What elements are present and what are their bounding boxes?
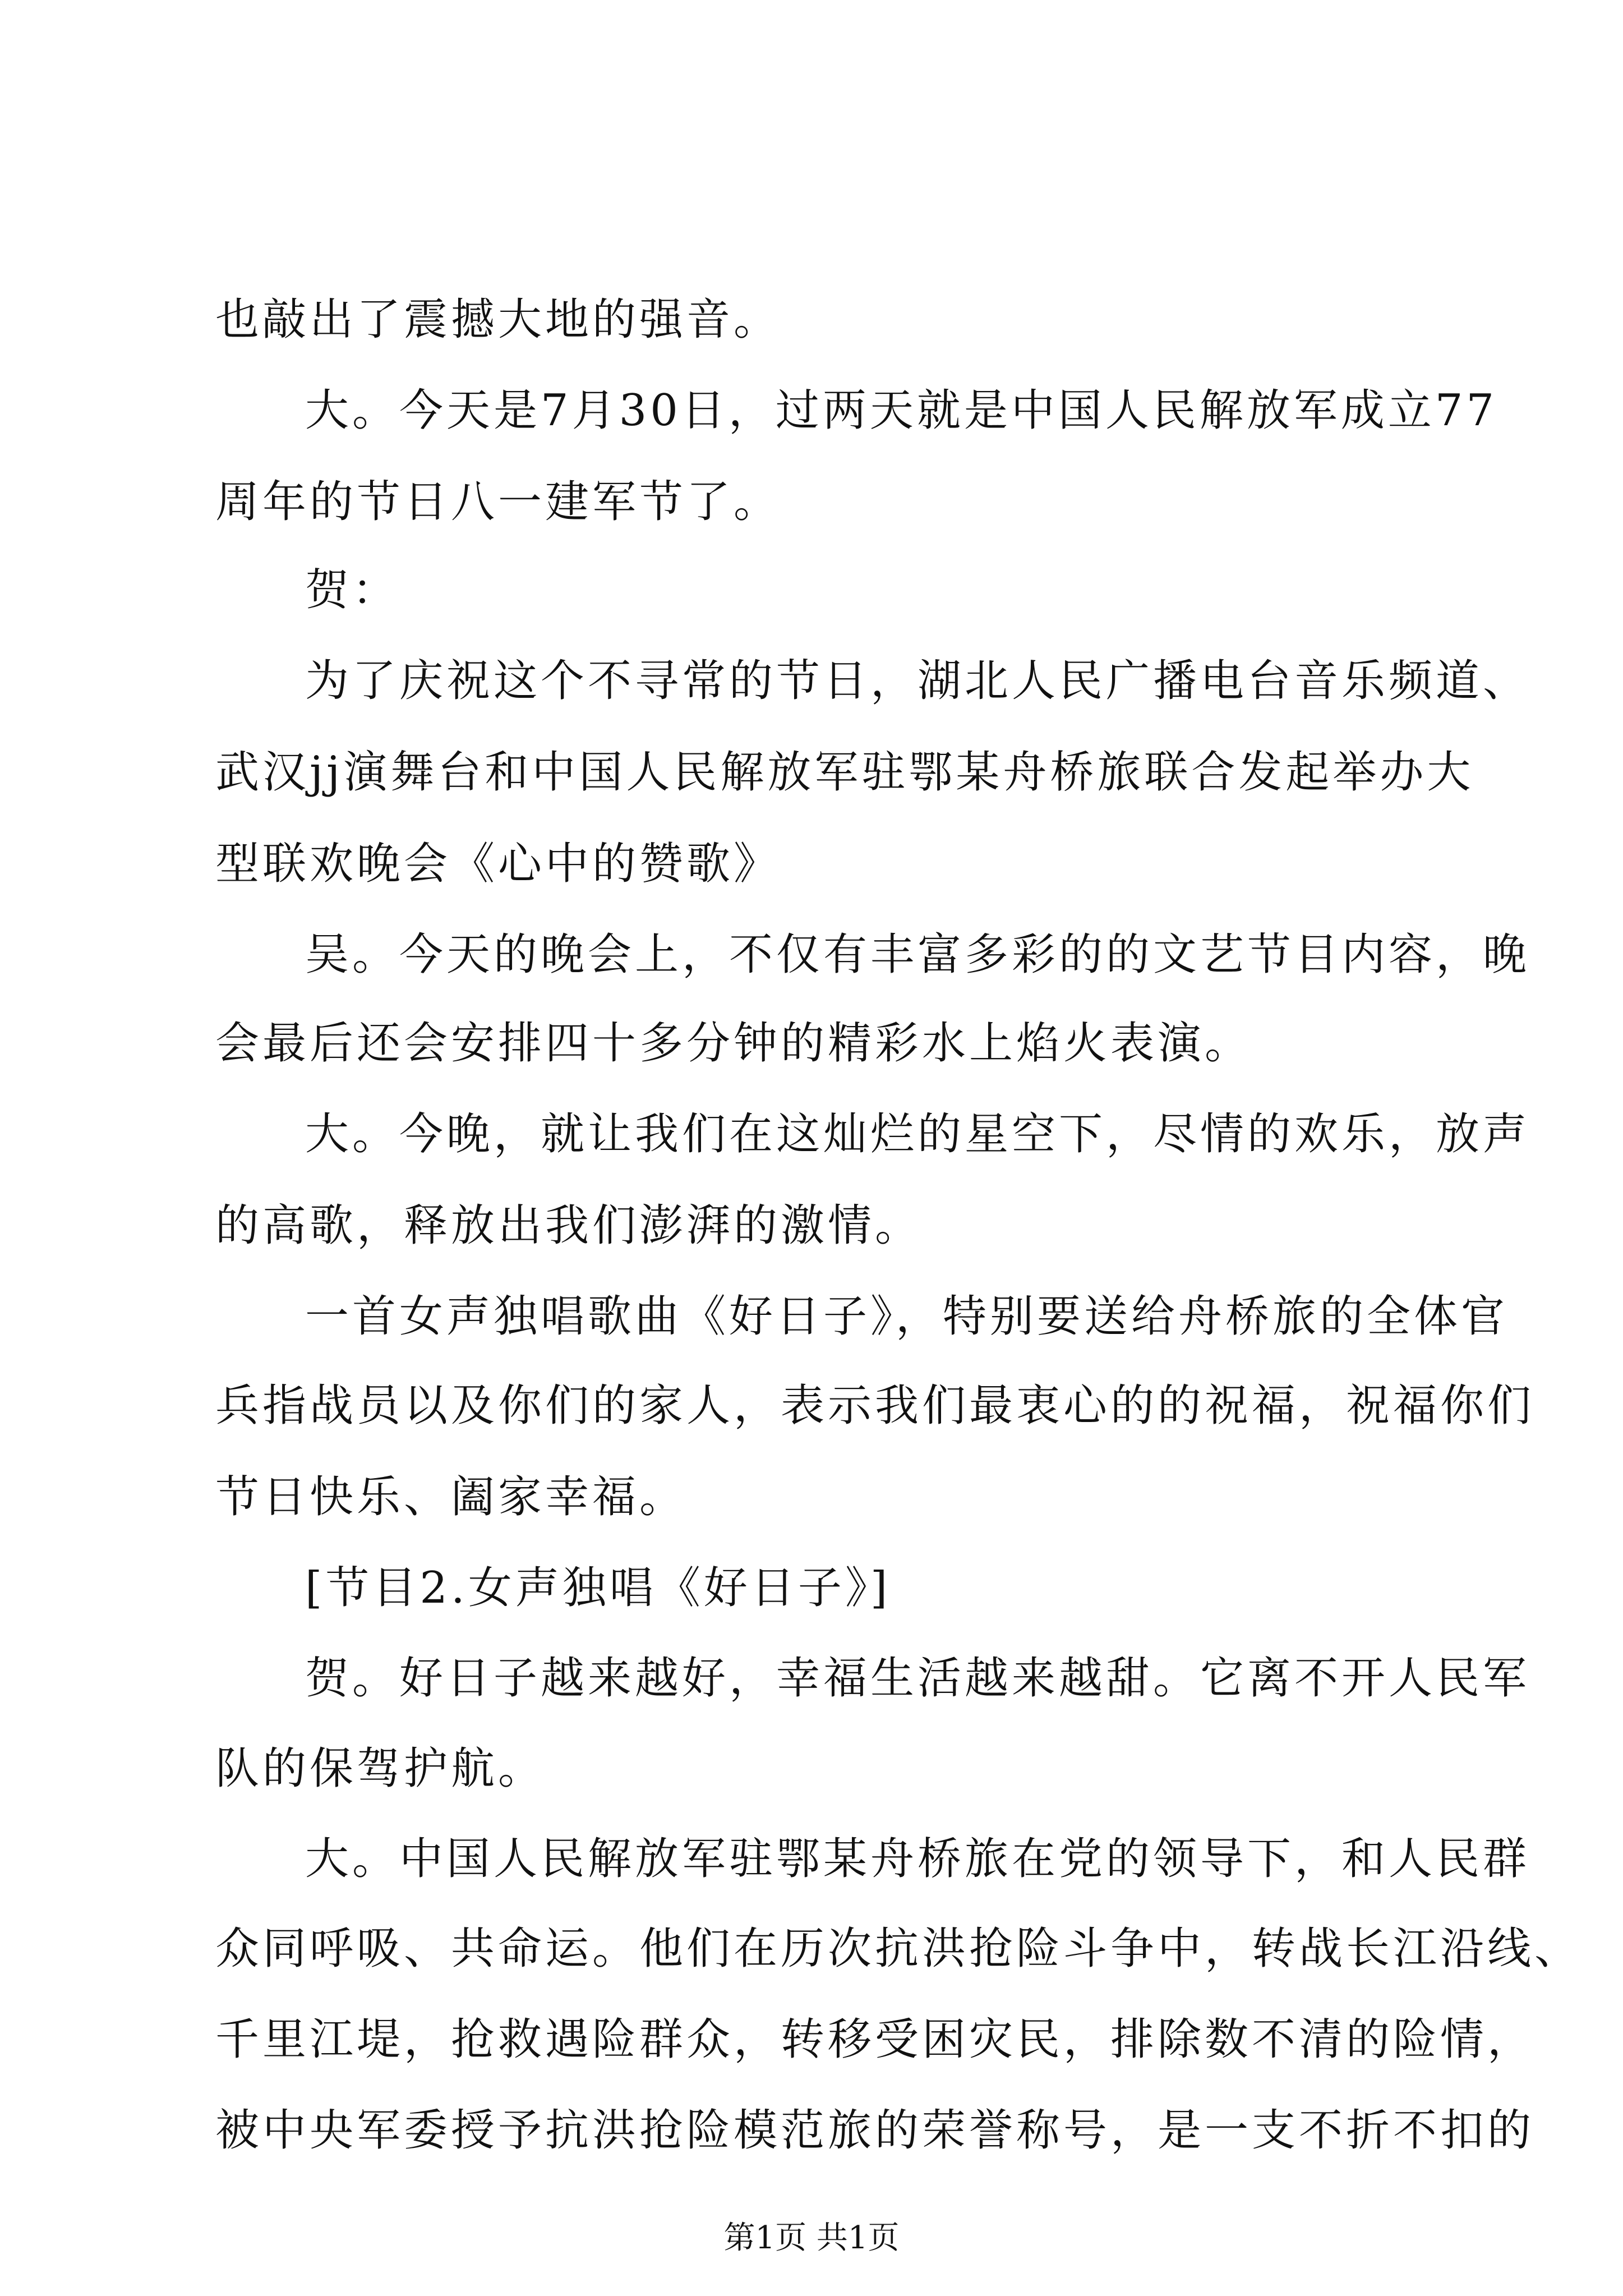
text-line-16: 贺。好日子越来越好，幸福生活越来越甜。它离不开人民军 (305, 1653, 1530, 1704)
page-footer: 第1页 共1页 (723, 2220, 900, 2256)
text-line-15: [节目2.女声独唱《好日子》] (305, 1563, 891, 1613)
text-line-17: 队的保驾护航。 (215, 1743, 546, 1794)
text-line-19: 众同呼吸、共命运。他们在历次抗洪抢险斗争中，转战长江沿线、 (215, 1924, 1582, 1974)
text-line-2: 大。今天是7月30日，过两天就是中国人民解放军成立77 (305, 385, 1498, 436)
text-line-18: 大。中国人民解放军驻鄂某舟桥旅在党的领导下，和人民群 (305, 1834, 1530, 1884)
text-line-8: 吴。今天的晚会上，不仅有丰富多彩的的文艺节目内容，晚 (305, 930, 1530, 980)
text-line-1: 也敲出了震撼大地的强音。 (215, 295, 781, 345)
text-line-14: 节日快乐、阖家幸福。 (215, 1472, 687, 1522)
text-line-11: 的高歌，释放出我们澎湃的激情。 (215, 1200, 923, 1251)
text-line-10: 大。今晚，就让我们在这灿烂的星空下，尽情的欢乐，放声 (305, 1109, 1530, 1159)
text-line-21: 被中央军委授予抗洪抢险模范旅的荣誉称号，是一支不折不扣的 (215, 2105, 1535, 2156)
text-line-12: 一首女声独唱歌曲《好日子》，特别要送给舟桥旅的全体官 (305, 1291, 1509, 1342)
text-line-9: 会最后还会安排四十多分钟的精彩水上焰火表演。 (215, 1018, 1252, 1069)
text-line-7: 型联欢晚会《心中的赞歌》 (215, 839, 781, 889)
text-line-5: 为了庆祝这个不寻常的节日，湖北人民广播电台音乐频道、 (305, 656, 1530, 706)
text-line-13: 兵指战员以及你们的家人，表示我们最衷心的的祝福，祝福你们 (215, 1381, 1535, 1431)
text-line-6: 武汉jj演舞台和中国人民解放军驻鄂某舟桥旅联合发起举办大 (215, 747, 1474, 798)
text-line-3: 周年的节日八一建军节了。 (215, 477, 781, 527)
text-line-20: 千里江堤，抢救遇险群众，转移受困灾民，排除数不清的险情， (215, 2014, 1535, 2065)
text-line-4: 贺： (305, 565, 400, 615)
